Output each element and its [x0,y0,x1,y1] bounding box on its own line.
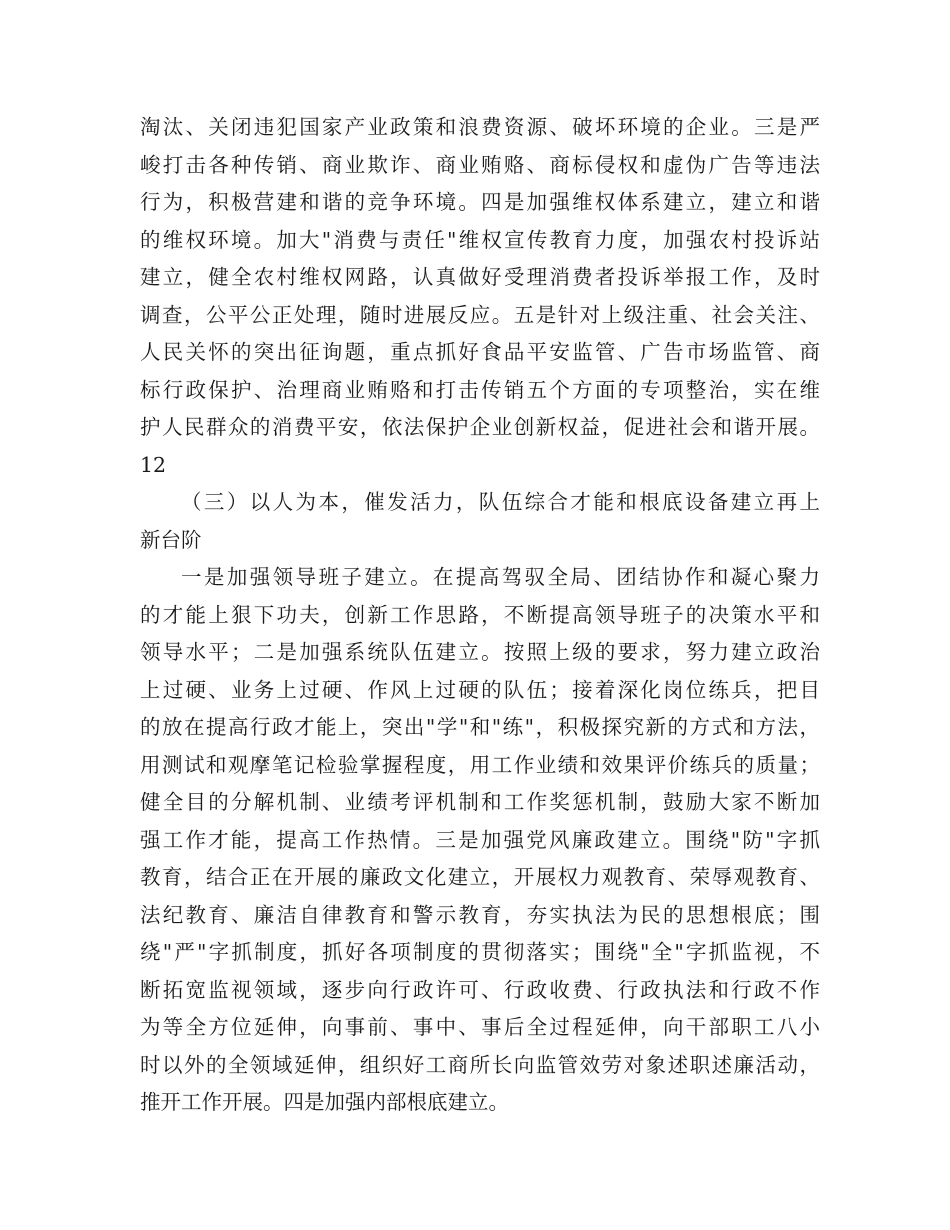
text-line: 用测试和观摩笔记检验掌握程度，用工作业绩和效果评价练兵的质量； [140,752,820,777]
text-line: 调查，公平公正处理，随时进展反应。五是针对上级注重、社会关注、 [140,302,820,327]
text-line: 教育，结合正在开展的廉政文化建立，开展权力观教育、荣辱观教育、 [140,865,820,889]
text-line: 标行政保护、治理商业贿赂和打击传销五个方面的专项整治，实在维 [140,377,820,402]
text-line: 时以外的全领域延伸，组织好工商所长向监管效劳对象述职述廉活动， [140,1052,820,1077]
paragraph-team-building [140,559,820,1122]
paragraph-enforcement [140,109,820,484]
section-heading [140,484,820,559]
text-line: 人民关怀的突出征询题，重点抓好食品平安监管、广告市场监管、商 [140,340,820,364]
text-line: 淘汰、关闭违犯国家产业政策和浪费资源、破坏环境的企业。三是严 [140,115,820,139]
text-line: 强工作才能，提高工作热情。三是加强党风廉政建立。围绕"防"字抓 [140,827,820,852]
heading-line: 新台阶 [140,527,202,552]
text-line: 上过硬、业务上过硬、作风上过硬的队伍；接着深化岗位练兵，把目 [140,677,820,702]
text-line: 一是加强领导班子建立。在提高驾驭全局、团结协作和凝心聚力 [181,565,820,589]
text-line: 峻打击各种传销、商业欺诈、商业贿赂、商标侵权和虚伪广告等违法 [140,152,820,177]
body-text [140,109,820,1122]
text-line: 护人民群众的消费平安，依法保护企业创新权益，促进社会和谐开展。 [140,415,820,439]
text-line: 法纪教育、廉洁自律教育和警示教育，夯实执法为民的思想根底；围 [140,902,820,927]
text-line: 的维权环境。加大"消费与责任"维权宣传教育力度，加强农村投诉站 [140,227,820,252]
page-number-text: 12 [140,452,167,477]
text-line: 的放在提高行政才能上，突出"学"和"练"，积极探究新的方式和方法， [140,715,820,739]
text-line: 断拓宽监视领域，逐步向行政许可、行政收费、行政执法和行政不作 [140,977,820,1002]
text-line: 行为，积极营建和谐的竞争环境。四是加强维权体系建立，建立和谐 [140,190,820,214]
text-line: 领导水平；二是加强系统队伍建立。按照上级的要求，努力建立政治 [140,640,820,664]
text-line: 建立，健全农村维权网路，认真做好受理消费者投诉举报工作，及时 [140,265,820,289]
heading-line: （三）以人为本，催发活力，队伍综合才能和根底设备建立再上 [181,490,820,514]
text-line: 为等全方位延伸，向事前、事中、事后全过程延伸，向干部职工八小 [140,1015,820,1039]
text-line: 绕"严"字抓制度，抓好各项制度的贯彻落实；围绕"全"字抓监视，不 [140,940,820,964]
text-line: 健全目的分解机制、业绩考评机制和工作奖惩机制，鼓励大家不断加 [140,790,820,814]
text-line: 的才能上狠下功夫，创新工作思路，不断提高领导班子的决策水平和 [140,602,820,627]
text-line: 推开工作开展。四是加强内部根底建立。 [140,1090,509,1114]
